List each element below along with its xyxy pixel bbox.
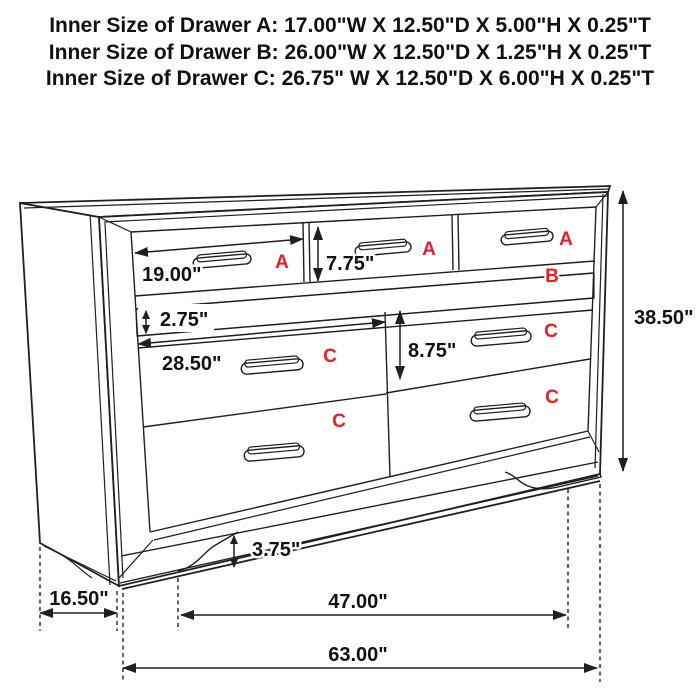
divider-a1-a2-left: [303, 223, 304, 282]
dim-label-63: 63.00": [328, 644, 388, 666]
dim-label-19: 19.00": [142, 264, 202, 286]
dim-label-3-75: 3.75": [252, 539, 301, 561]
dimension-side-depth: [40, 588, 117, 613]
dimension-band-height: [138, 304, 214, 333]
dim-label-16-50: 16.50": [49, 588, 109, 610]
header-line-drawer-b: Inner Size of Drawer B: 26.00"W X 12.50"D X 1.25"H X 0.25"T: [48, 40, 652, 64]
dresser-cabinet: [20, 186, 610, 589]
label-drawer-c1: C: [323, 346, 337, 367]
label-drawer-c4: C: [545, 387, 559, 408]
dim-label-47: 47.00": [328, 591, 388, 613]
divider-a2-a3-left: [452, 215, 453, 270]
dim-label-28-50: 28.50": [162, 353, 222, 375]
dim-label-38-50: 38.50": [634, 307, 694, 329]
divider-a2-a3-right: [458, 215, 459, 270]
dimension-overall-height: [623, 191, 694, 471]
front-face: [99, 192, 608, 586]
divider-a1-a2-right: [309, 223, 310, 282]
front-frame: [99, 192, 608, 586]
label-drawer-a3: A: [559, 229, 573, 250]
label-band-b: B: [545, 266, 559, 287]
label-drawer-c2: C: [544, 321, 558, 342]
dimension-leg-span: [181, 591, 566, 615]
dim-label-8-75: 8.75": [408, 340, 457, 362]
dim-label-7-75: 7.75": [326, 253, 375, 275]
header-line-drawer-c: Inner Size of Drawer C: 26.75" W X 12.50"D X 6.00"H X 0.25"T: [45, 67, 655, 90]
label-drawer-a2: A: [422, 239, 436, 260]
dimension-overall-width: [123, 644, 597, 668]
label-drawer-a1: A: [275, 252, 289, 273]
header-line-drawer-a: Inner Size of Drawer A: 17.00"W X 12.50"D X 5.00"H X 0.25"T: [49, 14, 651, 37]
label-drawer-c3: C: [332, 411, 346, 432]
dim-label-2-75: 2.75": [160, 309, 209, 331]
